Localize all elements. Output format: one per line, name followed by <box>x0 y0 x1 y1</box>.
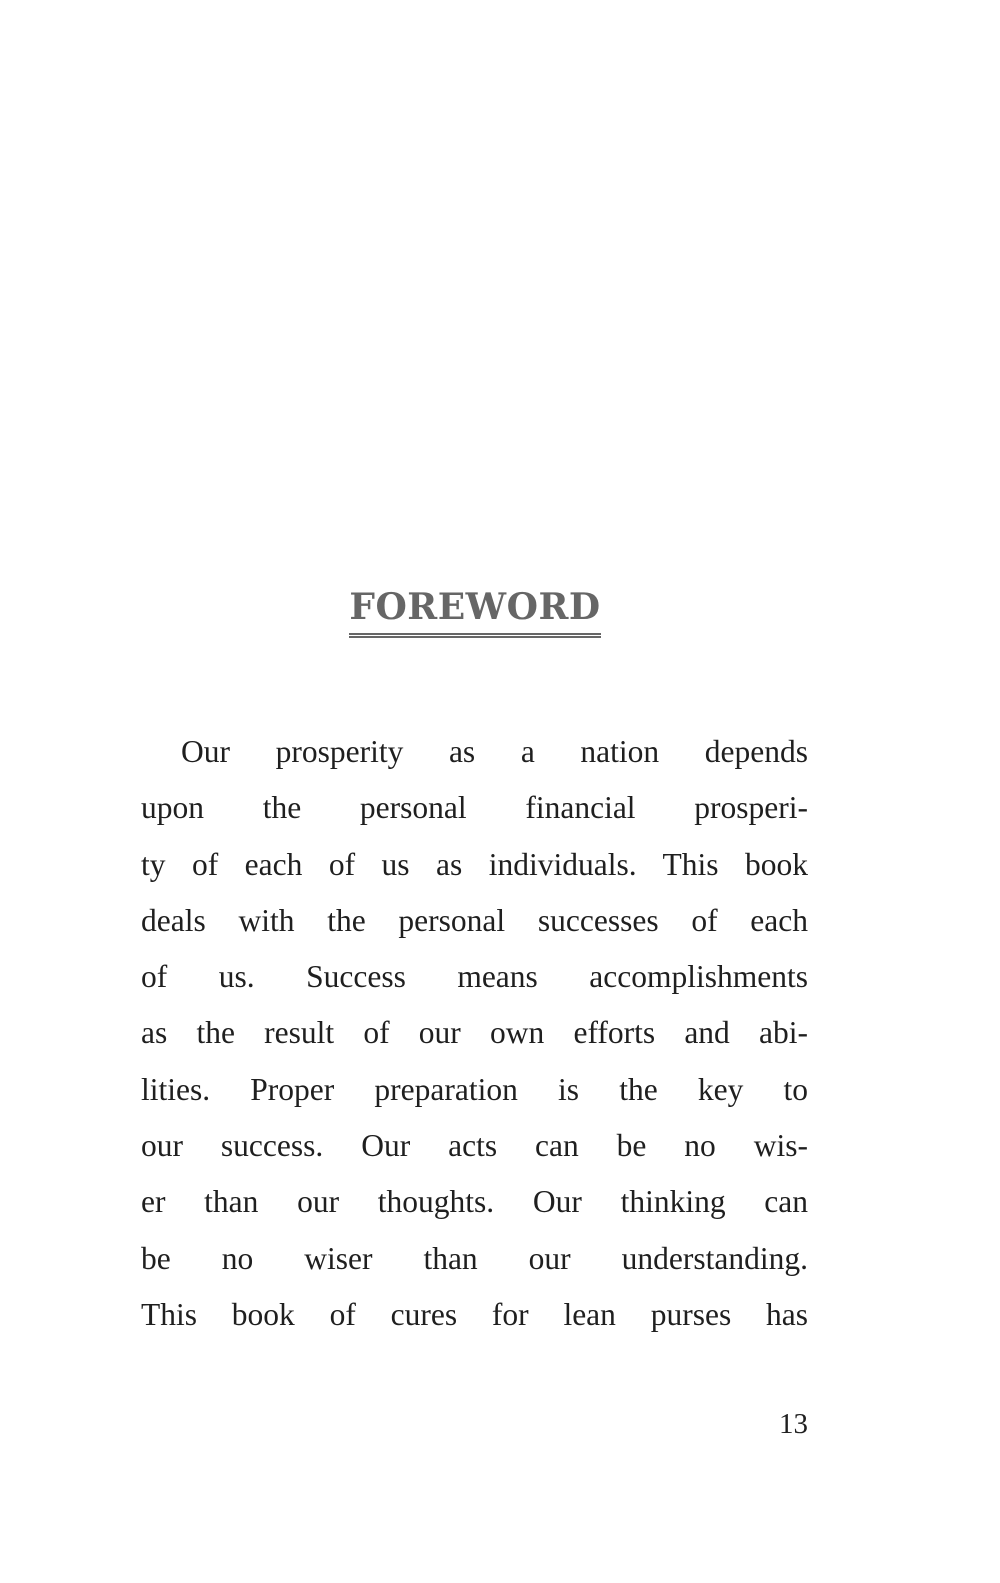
page-title: FOREWORD <box>349 585 600 638</box>
paragraph <box>141 724 808 1343</box>
paragraph-line: lities. Proper preparation is the key to <box>141 1071 808 1107</box>
paragraph-line: This book of cures for lean purses has <box>141 1296 808 1332</box>
page-number: 13 <box>779 1408 808 1440</box>
paragraph-line: be no wiser than our understanding. <box>141 1240 808 1276</box>
paragraph-line: Our prosperity as a nation depends <box>181 734 808 769</box>
paragraph-line: ty of each of us as individuals. This book <box>141 846 808 882</box>
paragraph-line: deals with the personal successes of each <box>141 902 808 938</box>
paragraph-line: our success. Our acts can be no wis- <box>141 1128 808 1164</box>
heading-container <box>0 585 950 638</box>
paragraph-line: as the result of our own efforts and abi- <box>141 1015 808 1051</box>
paragraph-line: of us. Success means accomplishments <box>141 959 808 995</box>
paragraph-line: upon the personal financial prosperi- <box>141 790 808 826</box>
paragraph-line: er than our thoughts. Our thinking can <box>141 1184 808 1220</box>
